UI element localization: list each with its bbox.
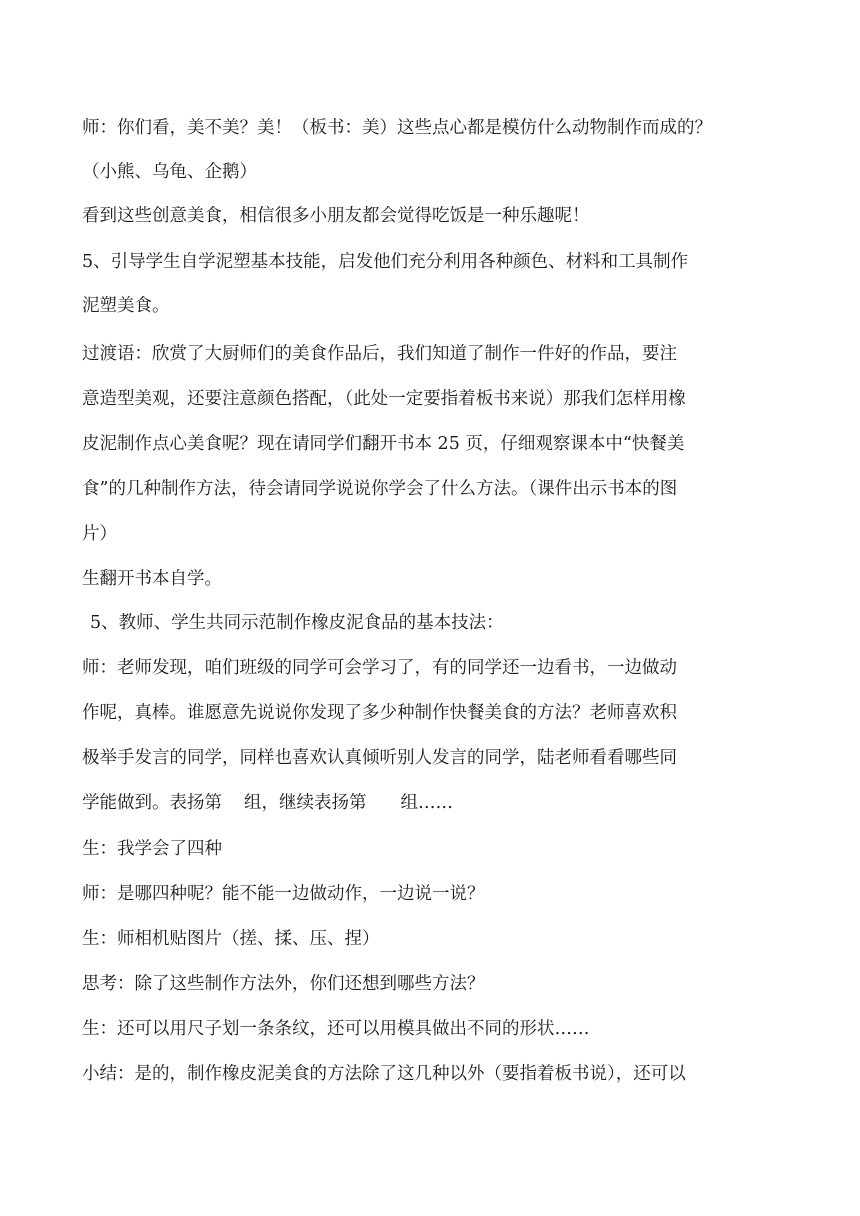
text-line-19: 生：师相机贴图片（搓、揉、压、捏） — [82, 929, 380, 949]
text-line-16-part-3: 组…… — [400, 793, 453, 813]
text-line-9: 食”的几种制作方法，待会请同学说说你学会了什么方法。（课件出示书本的图 — [82, 479, 678, 499]
text-line-4: 5、引导学生自学泥塑基本技能，启发他们充分利用各种颜色、材料和工具制作 — [82, 252, 689, 272]
text-line-3: 看到这些创意美食，相信很多小朋友都会觉得吃饭是一种乐趣呢！ — [82, 206, 590, 226]
text-line-14: 作呢，真棒。谁愿意先说说你发现了多少种制作快餐美食的方法？老师喜欢积 — [82, 703, 677, 723]
text-line-12: 5、教师、学生共同示范制作橡皮泥食品的基本技法： — [90, 613, 504, 633]
text-line-17: 生：我学会了四种 — [82, 839, 222, 859]
text-line-16 — [82, 791, 782, 815]
text-line-16-part-2: 组，继续表扬第 — [244, 793, 367, 813]
text-line-7: 意造型美观，还要注意颜色搭配，（此处一定要指着板书来说）那我们怎样用橡 — [82, 389, 686, 409]
text-line-1: 师：你们看，美不美？美！（板书：美）这些点心都是模仿什么动物制作而成的？ — [82, 118, 712, 138]
text-line-13: 师：老师发现，咱们班级的同学可会学习了，有的同学还一边看书，一边做动 — [82, 658, 677, 678]
text-line-21: 生：还可以用尺子划一条条纹，还可以用模具做出不同的形状…… — [82, 1019, 590, 1039]
text-line-6: 过渡语：欣赏了大厨师们的美食作品后，我们知道了制作一件好的作品，要注 — [82, 344, 677, 364]
text-line-22: 小结：是的，制作橡皮泥美食的方法除了这几种以外（要指着板书说），还可以 — [82, 1064, 686, 1084]
text-line-18: 师：是哪四种呢？能不能一边做动作，一边说一说？ — [82, 884, 485, 904]
text-line-16-part-1: 学能做到。表扬第 — [82, 793, 222, 813]
text-line-8: 皮泥制作点心美食呢？现在请同学们翻开书本 25 页，仔细观察课本中“快餐美 — [82, 434, 685, 454]
text-line-2: （小熊、乌龟、企鹅） — [82, 162, 257, 182]
text-line-11: 生翻开书本自学。 — [82, 569, 222, 589]
text-line-15: 极举手发言的同学，同样也喜欢认真倾听别人发言的同学，陆老师看看哪些同 — [82, 748, 677, 768]
text-line-20: 思考：除了这些制作方法外，你们还想到哪些方法？ — [82, 974, 485, 994]
text-line-10: 片） — [82, 524, 117, 544]
text-line-5: 泥塑美食。 — [82, 296, 170, 316]
